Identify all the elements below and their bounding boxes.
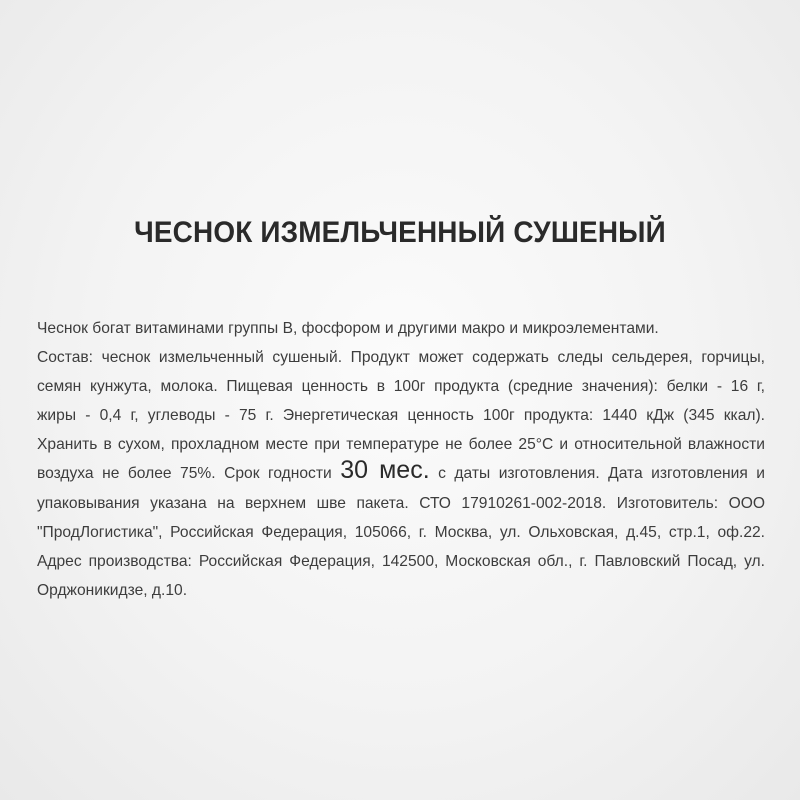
text-line-address-end: Орджоникидзе, д.10. bbox=[37, 581, 188, 599]
label-description bbox=[37, 314, 765, 605]
text-line-composition: Состав: чеснок измельченный сушеный. Продукт может содержать следы сельдерея, горчицы, bbox=[37, 349, 765, 367]
product-title: ЧЕСНОК ИЗМЕЛЬЧЕННЫЙ СУШЕНЫЙ bbox=[134, 216, 666, 249]
text-line-production-address: Адрес производства: Российская Федерация, 142500, Московская обл., г. Павловский Посад, ул. bbox=[37, 552, 765, 570]
text-line-packaging: упаковывания указана на верхнем шве пакета. СТО 17910261-002-2018. Изготовитель: ООО bbox=[37, 494, 765, 512]
text-line-benefits: Чеснок богат витаминами группы В, фосфором и другими макро и микроэлементами. bbox=[37, 320, 659, 337]
shelf-life-prefix: воздуха не более 75%. Срок годности bbox=[37, 465, 341, 483]
text-line-nutrition-energy: жиры - 0,4 г, углеводы - 75 г. Энергетическая ценность 100г продукта: 1440 кДж (345 ккал). bbox=[37, 407, 765, 425]
text-line-manufacturer: "ПродЛогистика", Российская Федерация, 105066, г. Москва, ул. Ольховская, д.45, стр.1, оф.22. bbox=[37, 523, 765, 541]
text-line-allergens-nutrition: семян кунжута, молока. Пищевая ценность в 100г продукта (средние значения): белки - 16 г, bbox=[37, 378, 765, 396]
text-line-storage: Хранить в сухом, прохладном месте при температуре не более 25°С и относительной влажности bbox=[37, 436, 765, 454]
text-line-shelf-life bbox=[37, 456, 766, 488]
shelf-life-suffix: с даты изготовления. Дата изготовления и bbox=[429, 465, 766, 483]
shelf-life-value: 30 мес. bbox=[340, 456, 430, 485]
